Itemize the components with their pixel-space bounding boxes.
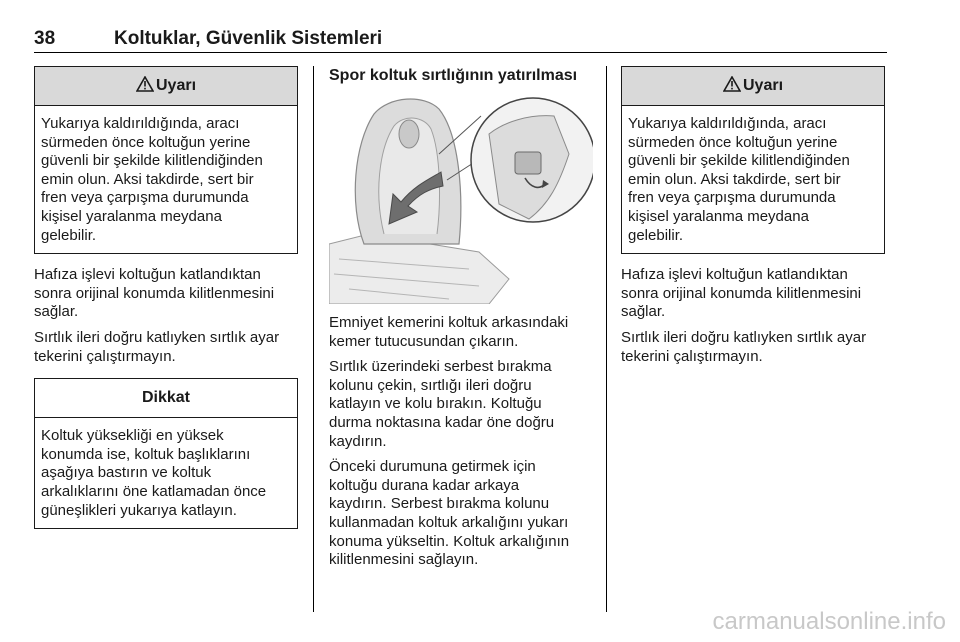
paragraph (621, 266, 885, 322)
page-header (34, 22, 887, 53)
text-line: konumda ise, koltuk başlıklarını (41, 445, 251, 463)
paragraph (621, 329, 885, 366)
warning-text (35, 106, 297, 253)
warning-box-header (622, 67, 884, 106)
text-line: sağlar. (621, 303, 666, 321)
column-divider (606, 66, 607, 612)
text-line: Koltuk yüksekliği en yüksek (41, 427, 224, 445)
warning-box-header (35, 67, 297, 106)
text-line: güneşlikleri yukarıya katlayın. (41, 501, 237, 519)
text-line: kolunu çekin, sırtlığı ileri doğru (329, 376, 532, 394)
text-line: güvenli bir şekilde kilitlendiğinden (41, 152, 263, 170)
text-line: kullanmadan koltuk arkalığını yukarı (329, 513, 569, 531)
text-line: sonra orijinal konumda kilitlenmesini (621, 284, 862, 302)
text-line: Yukarıya kaldırıldığında, aracı (628, 115, 827, 132)
warning-box (621, 66, 885, 254)
page-number: 38 (34, 28, 56, 49)
text-line: fren veya çarpışma durumunda (41, 189, 249, 207)
text-line: tekerini çalıştırmayın. (621, 347, 763, 365)
warning-title: Uyarı (155, 77, 197, 94)
column-3 (621, 66, 885, 366)
text-line: konuma yükseltin. Koltuk arkalığının (329, 532, 570, 550)
column-divider (313, 66, 314, 612)
text-line: aşağıya bastırın ve koltuk (41, 464, 212, 482)
text-line: kişisel yaralanma meydana (41, 207, 222, 225)
section-heading: Spor koltuk sırtlığının yatırılması (329, 67, 578, 84)
text-line: sağlar. (34, 303, 79, 321)
text-line: sonra orijinal konumda kilitlenmesini (34, 284, 275, 302)
warning-text (622, 106, 884, 253)
text-line: Hafıza işlevi koltuğun katlandıktan (621, 266, 848, 284)
paragraph (34, 329, 298, 366)
text-line: emin olun. Aksi takdirde, sert bir (41, 170, 254, 188)
text-line: Sırtlık ileri doğru katlıyken sırtlık ayar (621, 328, 867, 346)
column-1 (34, 66, 298, 529)
warning-title: Uyarı (742, 77, 784, 94)
caution-box (34, 378, 298, 529)
text-line: güvenli bir şekilde kilitlendiğinden (628, 152, 850, 170)
paragraph (329, 358, 593, 451)
paragraph (329, 314, 593, 351)
warning-triangle-icon (723, 76, 741, 97)
text-line: emin olun. Aksi takdirde, sert bir (628, 170, 841, 188)
text-line: durma noktasına kadar öne doğru (329, 413, 555, 431)
column-2 (329, 66, 593, 570)
text-line: kilitlenmesini sağlayın. (329, 551, 479, 569)
text-line: Sırtlık ileri doğru katlıyken sırtlık ayar (34, 328, 280, 346)
text-line: Emniyet kemerini koltuk arkasındaki (329, 314, 569, 331)
text-line: gelebilir. (41, 226, 97, 244)
warning-box (34, 66, 298, 254)
paragraph (329, 458, 593, 570)
text-line: kemer tutucusundan çıkarın. (329, 332, 519, 350)
text-line: Hafıza işlevi koltuğun katlandıktan (34, 266, 261, 284)
caution-title: Dikkat (141, 389, 191, 407)
text-line: kişisel yaralanma meydana (628, 207, 809, 225)
text-line: sürmeden önce koltuğun yerine (41, 133, 251, 151)
text-line: sürmeden önce koltuğun yerine (628, 133, 838, 151)
text-line: Yukarıya kaldırıldığında, aracı (41, 115, 240, 132)
caution-text (35, 418, 297, 528)
seat-illustration (329, 94, 593, 304)
page-title: Koltuklar, Güvenlik Sistemleri (114, 28, 383, 49)
text-line: kaydırın. (329, 432, 387, 450)
text-line: tekerini çalıştırmayın. (34, 347, 176, 365)
watermark: carmanualsonline.info (712, 608, 946, 635)
paragraph (34, 266, 298, 322)
text-line: katlayın ve kolu bırakın. Koltuğu (329, 395, 542, 413)
text-line: fren veya çarpışma durumunda (628, 189, 836, 207)
text-line: Sırtlık üzerindeki serbest bırakma (329, 358, 552, 376)
warning-triangle-icon (136, 76, 154, 97)
caution-box-header (35, 379, 297, 418)
text-line: arkalıklarını öne katlamadan önce (41, 482, 267, 500)
text-line: koltuğu durana kadar arkaya (329, 476, 520, 494)
text-line: gelebilir. (628, 226, 684, 244)
text-line: kaydırın. Serbest bırakma kolunu (329, 495, 550, 513)
text-line: Önceki durumuna getirmek için (329, 458, 536, 476)
